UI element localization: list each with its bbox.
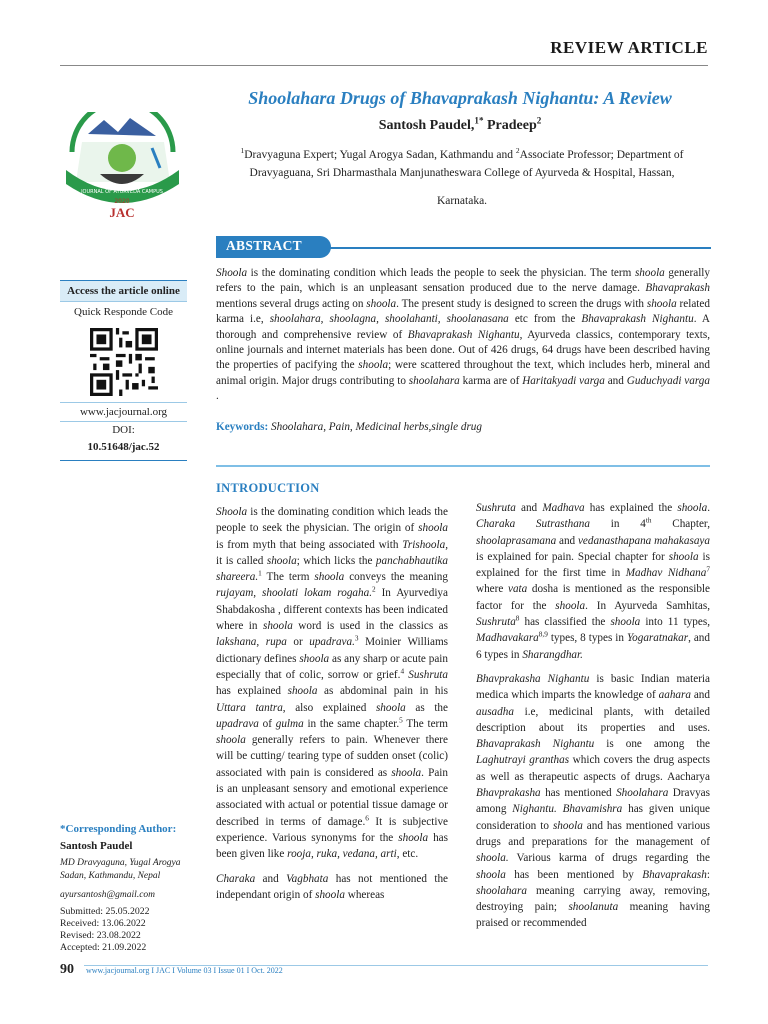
italic-term: Bhavaprakash Nighantu bbox=[476, 738, 595, 751]
author-1-sup: 1* bbox=[474, 115, 484, 126]
italic-term: Charaka Sutrasthana bbox=[476, 518, 590, 531]
logo-abbr: JAC bbox=[109, 205, 135, 220]
italic-term: shoola bbox=[216, 734, 246, 747]
abstract-heading-bar bbox=[216, 236, 711, 258]
logo-ribbon-text: JOURNAL OF AYURVEDA CAMPUS bbox=[81, 189, 163, 195]
italic-term: Sushruta bbox=[476, 502, 516, 514]
text-run: . In Ayurveda Samhitas, bbox=[585, 599, 710, 612]
footer-text: www.jacjournal.org I JAC I Volume 03 I Issue 01 I Oct. 2022 bbox=[86, 966, 283, 975]
text-run: meaning carrying away, removing, destroying pain; bbox=[476, 884, 710, 914]
text-run: generally refers to pain. Whenever there will be cutting/ tearing type of sudden onset (colic) associated with pain is considered as bbox=[216, 734, 448, 779]
text-run: where bbox=[476, 583, 508, 596]
text-run: and has mentioned various drugs and preparations for the management of bbox=[476, 819, 710, 848]
text-run: types, 8 types in bbox=[547, 632, 627, 645]
text-run: has not mentioned the independant origin of bbox=[216, 872, 449, 901]
italic-term: shoolahara bbox=[476, 884, 527, 897]
italic-term: Laghutrayi granthas bbox=[476, 754, 570, 767]
text-run: is explained for pain. Special chapter for bbox=[476, 550, 669, 563]
corresponding-address: MD Dravyaguna, Yugal Arogya Sadan, Kathmandu, Nepal bbox=[60, 858, 181, 881]
text-run: Various karma of drugs regarding the bbox=[508, 852, 710, 865]
col2-paragraph-1 bbox=[476, 500, 710, 663]
text-run: word is used in the classics as bbox=[292, 620, 448, 633]
text-run: as any sharp or acute pain especially that of colic, sorrow or grief. bbox=[216, 652, 448, 681]
article-title: Shoolahara Drugs of Bhavaprakash Nighantu: A Review bbox=[248, 88, 672, 108]
text-run: , etc. bbox=[396, 848, 419, 861]
italic-term: Sharangdhar. bbox=[522, 648, 583, 661]
article-type-label: REVIEW ARTICLE bbox=[550, 38, 708, 57]
italic-term: Madhav Nidhana bbox=[625, 567, 707, 580]
affil-sup-1: 1 bbox=[240, 146, 245, 156]
text-run: is one among the bbox=[594, 738, 711, 751]
italic-term: aahara bbox=[658, 689, 691, 702]
italic-term: rujayam, shoolati lokam rogaha. bbox=[216, 587, 372, 600]
text-run: conveys the meaning bbox=[344, 571, 448, 584]
affiliations bbox=[212, 146, 712, 210]
affil-part-1: Dravyaguna Expert; Yugal Arogya Sadan, Kathmandu and bbox=[244, 149, 516, 161]
citation-sup: 5 bbox=[399, 716, 403, 725]
text-run: and bbox=[690, 689, 710, 702]
text-run: : bbox=[706, 868, 710, 881]
italic-term: rooja, ruka, vedana, arti bbox=[287, 848, 397, 861]
text-run: has explained bbox=[216, 685, 288, 698]
text-run: into 11 types, bbox=[640, 616, 710, 629]
italic-term: Shoolahara bbox=[616, 787, 669, 800]
date-accepted: Accepted: 21.09.2022 bbox=[60, 941, 147, 953]
date-revised: Revised: 23.08.2022 bbox=[60, 929, 141, 941]
corresponding-email[interactable]: ayursantosh@gmail.com bbox=[60, 890, 156, 900]
text-run: The term bbox=[261, 571, 315, 584]
text-run: dosha is mentioned as the responsible factor for the bbox=[476, 583, 710, 612]
italic-term: shoola bbox=[266, 554, 297, 567]
qr-label: Quick Responde Code bbox=[74, 306, 173, 318]
corresponding-name: Santosh Paudel bbox=[60, 839, 133, 852]
italic-term: Bhavprakasha bbox=[476, 787, 541, 800]
page-number: 90 bbox=[60, 962, 74, 977]
italic-term: shoola bbox=[299, 652, 330, 665]
date-received: Received: 13.06.2022 bbox=[60, 917, 146, 929]
italic-term: lakshana, rupa bbox=[216, 636, 287, 649]
corresponding-author-box bbox=[60, 822, 200, 954]
text-run: as abdominal pain in his bbox=[317, 685, 448, 698]
italic-term: Nighantu. Bhavamishra bbox=[512, 803, 623, 816]
text-run: has given unique consideration to bbox=[476, 803, 710, 832]
text-run: Chapter, bbox=[651, 518, 710, 531]
italic-term: shoola bbox=[552, 819, 583, 832]
italic-term: shoola bbox=[315, 888, 345, 901]
doi-value[interactable]: 10.51648/jac.52 bbox=[87, 441, 160, 453]
text-run: is the dominating condition which leads the people to seek the physician. The origin of bbox=[216, 506, 448, 535]
citation-sup: 7 bbox=[706, 565, 711, 574]
italic-term: shoola bbox=[262, 620, 293, 633]
author-2: Pradeep bbox=[483, 118, 537, 133]
introduction-heading: INTRODUCTION bbox=[216, 481, 320, 495]
italic-term: panchabhautika shareera. bbox=[216, 554, 448, 584]
logo-year: 2020 bbox=[114, 198, 130, 205]
italic-term: Vagbhata bbox=[286, 872, 329, 885]
author-1: Santosh Paudel, bbox=[378, 118, 475, 133]
access-heading: Access the article online bbox=[60, 281, 187, 302]
italic-term: gulma bbox=[275, 717, 304, 730]
author-line bbox=[200, 115, 720, 134]
italic-term: Charaka bbox=[216, 872, 256, 885]
text-run: of bbox=[258, 717, 276, 730]
italic-term: ausadha bbox=[476, 705, 514, 718]
text-run: in 4 bbox=[590, 518, 646, 531]
text-run: has classified the bbox=[519, 616, 611, 629]
italic-term: Sushruta bbox=[408, 668, 449, 681]
intro-column-1 bbox=[216, 504, 448, 911]
section-divider bbox=[216, 465, 710, 467]
italic-term: shoola bbox=[476, 868, 506, 881]
italic-term: shoolaprasamana bbox=[476, 534, 557, 547]
author-2-sup: 2 bbox=[536, 115, 542, 126]
italic-term: shoolanuta bbox=[568, 901, 619, 914]
italic-term: shoola bbox=[391, 766, 422, 779]
text-run: Dravyas among bbox=[476, 787, 711, 816]
text-run: , also explained bbox=[282, 701, 376, 714]
text-run: which covers the drug aspects as well as therapeutic aspects of drugs. Aacharya bbox=[476, 754, 710, 783]
corresponding-heading: *Corresponding Author: bbox=[60, 823, 177, 835]
italic-term: shoola bbox=[555, 599, 586, 612]
text-run: is basic Indian materia medica which imparts the knowledge of bbox=[476, 672, 710, 702]
text-run: it is called bbox=[216, 554, 267, 567]
journal-url[interactable]: www.jacjournal.org bbox=[60, 402, 187, 421]
italic-term: Madhava bbox=[542, 502, 585, 514]
journal-logo bbox=[60, 112, 185, 222]
italic-term: vedanasthapana mahakasaya bbox=[577, 534, 710, 547]
italic-term: shoola bbox=[668, 550, 699, 563]
citation-sup: 4 bbox=[400, 667, 405, 676]
col1-paragraph-1 bbox=[216, 504, 448, 863]
italic-term: Bhavaprakash bbox=[642, 868, 707, 881]
mortar-icon bbox=[100, 174, 144, 184]
mountain-icon bbox=[88, 118, 156, 136]
top-rule bbox=[60, 65, 708, 66]
text-run: ; which licks the bbox=[296, 554, 376, 567]
text-run: has mentioned bbox=[540, 787, 617, 800]
italic-term: shoola bbox=[314, 571, 345, 584]
abstract-body: Shoola is the dominating condition which leads the people to seek the physician. The term shoola generally refers to the pain, which is an unpleasant sensation produced due to the nerve damage. Bhavaprakash mentions several drugs acting on shoola. The present study is designed to screen the drugs with shoola related karma i.e, shoolahara, shoolagna, shoolahanti, shoolanasana etc from the Bhavaprakash Nighantu. A thorough and comprehensive review of Bhavaprakash Nighantu, Ayurveda classics, contemporary texts, online journals and internet materials has been done. Out of 426 drugs, 64 drugs have been described having the properties of pacifying the shoola; were scattered throughout the text, which includes herb, mineral and animal origin. Major drugs contributing to shoolahara karma are of Haritakyadi varga and Guduchyadi varga . bbox=[216, 267, 711, 403]
text-run: or bbox=[286, 636, 310, 649]
text-run: and bbox=[556, 534, 578, 547]
text-run: i.e, medicinal plants, with detailed description about its properties and uses. bbox=[476, 705, 710, 734]
citation-sup: th bbox=[645, 516, 652, 525]
text-run: It is subjective experience. Various synonyms for the bbox=[216, 815, 449, 844]
keywords-label: Keywords: bbox=[216, 421, 269, 433]
affil-line-3: Karnataka. bbox=[436, 195, 488, 207]
text-run: and bbox=[515, 502, 543, 514]
citation-sup: 1 bbox=[258, 569, 262, 578]
italic-term: shoola bbox=[418, 522, 448, 535]
text-run: meaning having praised or recommended bbox=[476, 901, 710, 930]
qr-code-icon[interactable] bbox=[90, 328, 158, 396]
text-run: as the bbox=[405, 701, 448, 714]
italic-term: upadrava. bbox=[309, 636, 355, 649]
text-run: . bbox=[707, 502, 710, 514]
date-submitted: Submitted: 25.05.2022 bbox=[60, 905, 150, 917]
citation-sup: 6 bbox=[365, 813, 369, 822]
text-run: has explained the bbox=[584, 502, 678, 514]
italic-term: shoola bbox=[287, 685, 318, 698]
leaf-icon bbox=[108, 144, 136, 172]
italic-term: shoola. bbox=[476, 852, 509, 865]
keywords-value: Shoolahara, Pain, Medicinal herbs,single drug bbox=[271, 421, 482, 433]
italic-term: shoola bbox=[375, 701, 406, 714]
text-run: and bbox=[255, 872, 287, 885]
abstract-rule bbox=[316, 247, 711, 249]
text-run: whereas bbox=[344, 888, 385, 901]
abstract-heading: ABSTRACT bbox=[226, 238, 302, 253]
italic-term: upadrava bbox=[216, 717, 259, 730]
text-run: in the same chapter. bbox=[303, 717, 400, 730]
italic-term: shoola bbox=[610, 616, 641, 629]
text-run: Moinier Williams dictionary defines bbox=[216, 636, 449, 665]
affil-sup-2: 2 bbox=[515, 146, 520, 156]
text-run: is explained for the first time in bbox=[476, 550, 710, 580]
italic-term: Trishoola, bbox=[402, 538, 448, 551]
col2-paragraph-2 bbox=[476, 671, 710, 932]
italic-term: Bhavprakasha Nighantu bbox=[476, 672, 590, 685]
citation-sup: 8,9 bbox=[538, 630, 548, 639]
italic-term: Yogaratnakar bbox=[626, 632, 689, 645]
italic-term: Uttara tantra bbox=[216, 701, 283, 714]
intro-column-2 bbox=[476, 500, 710, 940]
citation-sup: 8 bbox=[515, 614, 520, 623]
italic-term: shoola bbox=[398, 831, 429, 844]
col1-paragraph-2 bbox=[216, 871, 448, 904]
doi-label: DOI: bbox=[60, 421, 187, 438]
text-run: is from myth that being associated with bbox=[216, 538, 403, 551]
access-article-box bbox=[60, 280, 187, 461]
text-run: has been given like bbox=[216, 831, 448, 861]
italic-term: shoola bbox=[677, 502, 708, 514]
citation-sup: 3 bbox=[354, 634, 359, 643]
text-run: The term bbox=[402, 717, 448, 730]
affil-part-2: Associate Professor; Department of Dravyaguana, Sri Dharmasthala Manjunatheswara College of Ayurveda & Hospital, Hassan, bbox=[249, 149, 684, 179]
history-dates bbox=[60, 906, 200, 954]
italic-term: vata bbox=[508, 583, 528, 596]
keywords-line bbox=[216, 421, 482, 433]
text-run: In Ayurvediya Shabdakosha , different contexts has been indicated where in bbox=[216, 587, 448, 633]
italic-term: Sushruta bbox=[476, 616, 516, 629]
italic-term: Madhavakara bbox=[476, 632, 539, 645]
italic-term: Shoola bbox=[216, 506, 248, 518]
text-run: , and 6 types in bbox=[476, 632, 710, 661]
citation-sup: 2 bbox=[372, 585, 376, 594]
text-run: has been mentioned by bbox=[505, 868, 643, 881]
text-run: . Pain is an unpleasant sensory and emotional experience associated with actual or potential tissue damage or described in terms of damage. bbox=[216, 766, 448, 828]
